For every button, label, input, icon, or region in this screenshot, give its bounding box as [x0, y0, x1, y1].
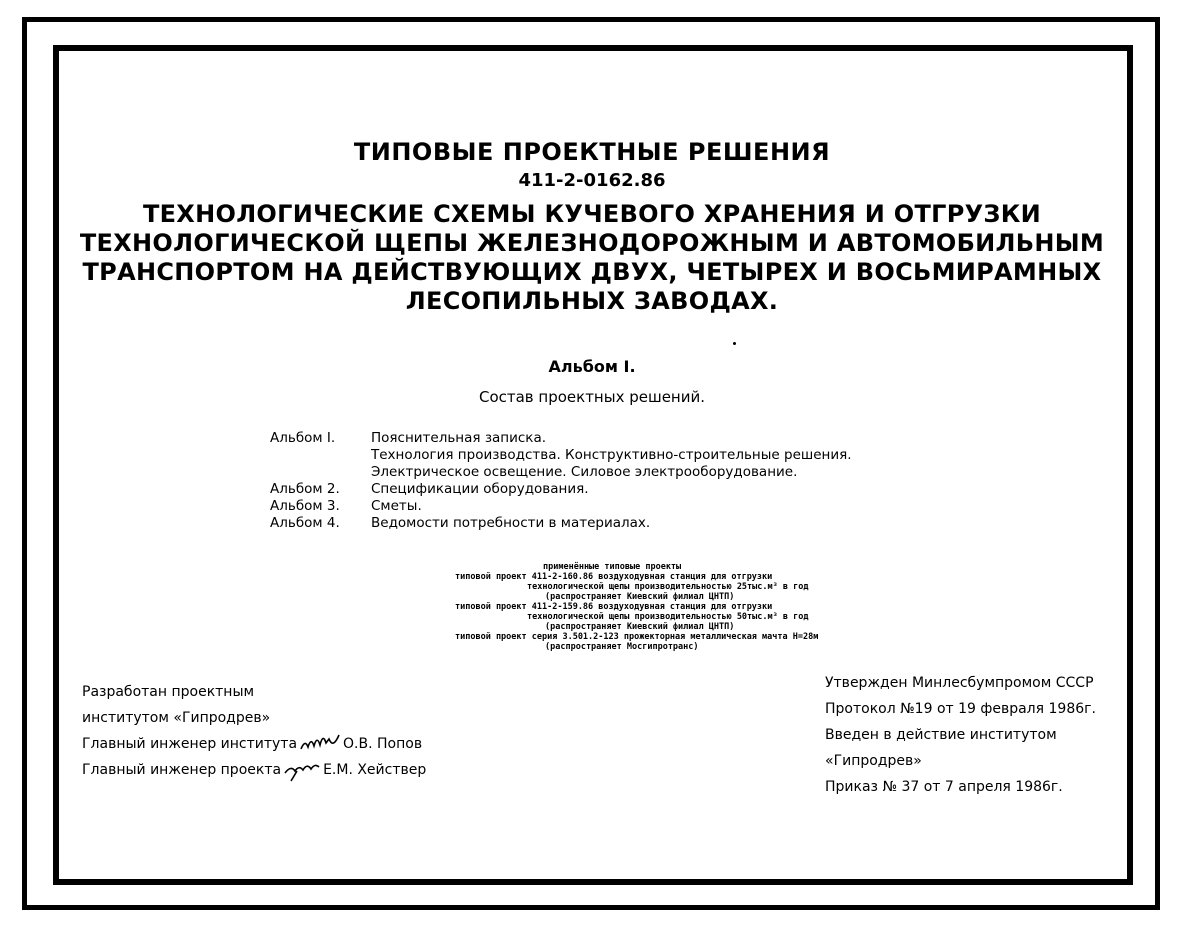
applied-line: технологической щепы производительностью 25тыс.м³ в год	[527, 582, 809, 592]
approval-line: Протокол №19 от 19 февраля 1986г.	[825, 701, 1096, 717]
contents-row	[270, 515, 852, 532]
developer-block	[82, 679, 426, 783]
contents-row	[270, 464, 852, 481]
developer-line: Разработан проектным	[82, 684, 255, 700]
chief-institute-name: О.В. Попов	[343, 736, 423, 752]
applied-line: (распространяет Киевский филиал ЦНТП)	[545, 622, 735, 632]
title-line: ТЕХНОЛОГИЧЕСКОЙ ЩЕПЫ ЖЕЛЕЗНОДОРОЖНЫМ И АВТОМОБИЛЬНЫМ	[79, 229, 1105, 257]
project-code: 411-2-0162.86	[518, 170, 666, 191]
approval-line: Введен в действие институтом	[825, 727, 1057, 743]
contents-album: Альбом 2.	[270, 481, 340, 497]
developer-line: институтом «Гипродрев»	[82, 710, 271, 726]
applied-projects	[455, 562, 818, 652]
chief-institute-label: Главный инженер института	[82, 736, 298, 752]
contents-album	[270, 464, 371, 481]
chief-project-label: Главный инженер проекта	[82, 762, 282, 778]
applied-line: типовой проект серия 3.501.2-123 прожекторная металлическая мачта Н=28м	[455, 632, 819, 642]
composition-title: Состав проектных решений.	[478, 388, 706, 406]
approval-line: Приказ № 37 от 7 апреля 1986г.	[825, 779, 1063, 795]
applied-line: (распространяет Мосгипротранс)	[545, 642, 699, 652]
contents-album: Альбом 4.	[270, 515, 340, 531]
title-line: ЛЕСОПИЛЬНЫХ ЗАВОДАХ.	[405, 287, 779, 315]
contents-album: Альбом I.	[270, 430, 336, 446]
chief-project-name: Е.М. Хействер	[323, 762, 427, 778]
title-line: ТЕХНОЛОГИЧЕСКИЕ СХЕМЫ КУЧЕВОГО ХРАНЕНИЯ И ОТГРУЗКИ	[142, 200, 1042, 228]
contents-row	[270, 447, 852, 464]
album-title: Альбом I.	[548, 357, 636, 376]
contents-row	[270, 498, 852, 515]
contents-album	[270, 447, 371, 464]
applied-line: (распространяет Киевский филиал ЦНТП)	[545, 592, 735, 602]
applied-title: применённые типовые проекты	[543, 562, 682, 572]
approval-line: Утвержден Минлесбумпромом СССР	[825, 675, 1094, 691]
contents-row	[270, 430, 852, 447]
contents-list	[270, 430, 852, 532]
signature-icon	[299, 731, 341, 757]
contents-desc: Сметы.	[371, 498, 422, 514]
approval-block	[825, 670, 1096, 800]
contents-row	[270, 481, 852, 498]
contents-desc: Спецификации оборудования.	[371, 481, 589, 497]
applied-line: типовой проект 411-2-159.86 воздуходувная станция для отгрузки	[455, 602, 773, 612]
contents-desc: Пояснительная записка.	[371, 430, 547, 446]
contents-desc: Электрическое освещение. Силовое электрооборудование.	[371, 464, 798, 480]
contents-desc: Технология производства. Конструктивно-строительные решения.	[371, 447, 852, 463]
chief-project-line	[82, 757, 426, 783]
signature-icon	[283, 757, 321, 783]
document-heading: ТИПОВЫЕ ПРОЕКТНЫЕ РЕШЕНИЯ	[353, 138, 831, 166]
document-title	[0, 200, 1184, 316]
approval-line: «Гипродрев»	[825, 753, 922, 769]
contents-album: Альбом 3.	[270, 498, 340, 514]
contents-desc: Ведомости потребности в материалах.	[371, 515, 651, 531]
stray-dot	[733, 342, 736, 345]
applied-line: технологической щепы производительностью 50тыс.м³ в год	[527, 612, 809, 622]
title-line: ТРАНСПОРТОМ НА ДЕЙСТВУЮЩИХ ДВУХ, ЧЕТЫРЕХ И ВОСЬМИРАМНЫХ	[82, 258, 1102, 286]
applied-line: типовой проект 411-2-160.86 воздуходувная станция для отгрузки	[455, 572, 773, 582]
chief-institute-line	[82, 731, 426, 757]
